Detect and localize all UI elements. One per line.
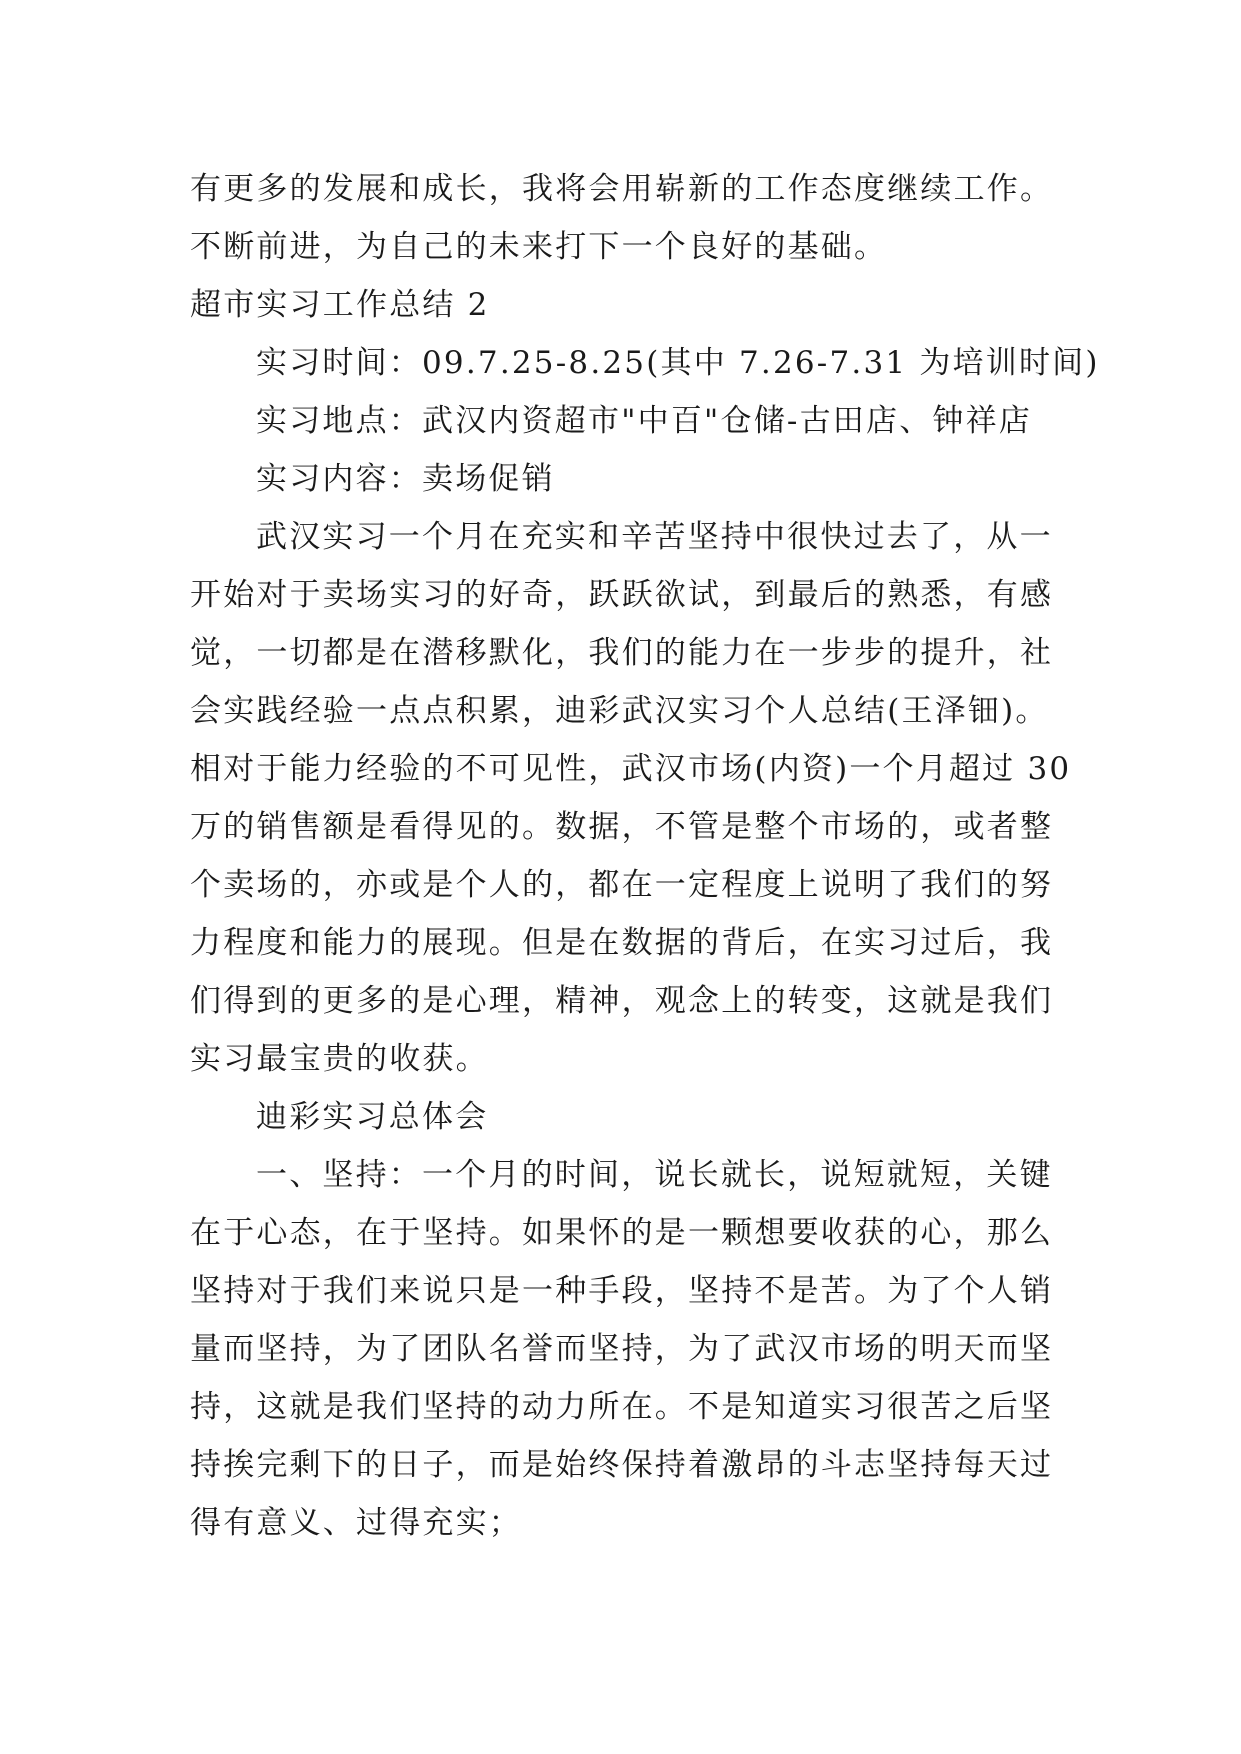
- internship-time: 实习时间：09.7.25-8.25(其中 7.26-7.31 为培训时间): [256, 345, 1100, 381]
- document-page: [190, 160, 1100, 1552]
- text-line: 觉，一切都是在潜移默化，我们的能力在一步步的提升，社: [190, 635, 1054, 671]
- text-line: 不断前进，为自己的未来打下一个良好的基础。: [190, 229, 888, 265]
- text-line: 坚持对于我们来说只是一种手段，坚持不是苦。为了个人销: [190, 1273, 1054, 1309]
- text-line: 实习最宝贵的收获。: [190, 1041, 489, 1077]
- text-line: 有更多的发展和成长，我将会用崭新的工作态度继续工作。: [190, 171, 1054, 207]
- subsection-heading: 迪彩实习总体会: [256, 1099, 489, 1135]
- text-line: 量而坚持，为了团队名誉而坚持，为了武汉市场的明天而坚: [190, 1331, 1054, 1367]
- text-line: 持挨完剩下的日子，而是始终保持着激昂的斗志坚持每天过: [190, 1447, 1054, 1483]
- text-line: 持，这就是我们坚持的动力所在。不是知道实习很苦之后坚: [190, 1389, 1054, 1425]
- section-heading: 超市实习工作总结 2: [190, 287, 490, 323]
- text-line: 们得到的更多的是心理，精神，观念上的转变，这就是我们: [190, 983, 1054, 1019]
- text-line: 会实践经验一点点积累，迪彩武汉实习个人总结(王泽钿)。: [190, 693, 1049, 729]
- text-line: 相对于能力经验的不可见性，武汉市场(内资)一个月超过 30: [190, 751, 1072, 787]
- text-line: 个卖场的，亦或是个人的，都在一定程度上说明了我们的努: [190, 867, 1054, 903]
- text-line: 力程度和能力的展现。但是在数据的背后，在实习过后，我: [190, 925, 1054, 961]
- text-line: 开始对于卖场实习的好奇，跃跃欲试，到最后的熟悉，有感: [190, 577, 1054, 613]
- text-line: 一、坚持：一个月的时间，说长就长，说短就短，关键: [256, 1157, 1053, 1193]
- text-line: 武汉实习一个月在充实和辛苦坚持中很快过去了，从一: [256, 519, 1053, 555]
- text-line: 得有意义、过得充实；: [190, 1505, 522, 1541]
- internship-content: 实习内容：卖场促销: [256, 461, 555, 497]
- text-line: 在于心态，在于坚持。如果怀的是一颗想要收获的心，那么: [190, 1215, 1054, 1251]
- internship-location: 实习地点：武汉内资超市"中百"仓储-古田店、钟祥店: [256, 403, 1032, 439]
- text-line: 万的销售额是看得见的。数据，不管是整个市场的，或者整: [190, 809, 1054, 845]
